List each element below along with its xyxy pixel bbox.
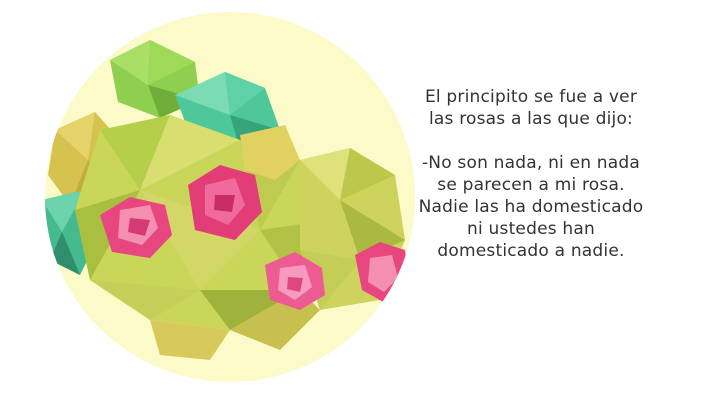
story-text xyxy=(414,86,648,262)
narration-line: El principito se fue a ver las rosas a las que dijo: xyxy=(424,87,638,129)
quote-line: -No son nada, ni en nada se parecen a mi rosa. Nadie las ha domesticado ni ustedes han domesticado a nadie. xyxy=(418,153,644,261)
paragraph-gap xyxy=(414,130,648,152)
